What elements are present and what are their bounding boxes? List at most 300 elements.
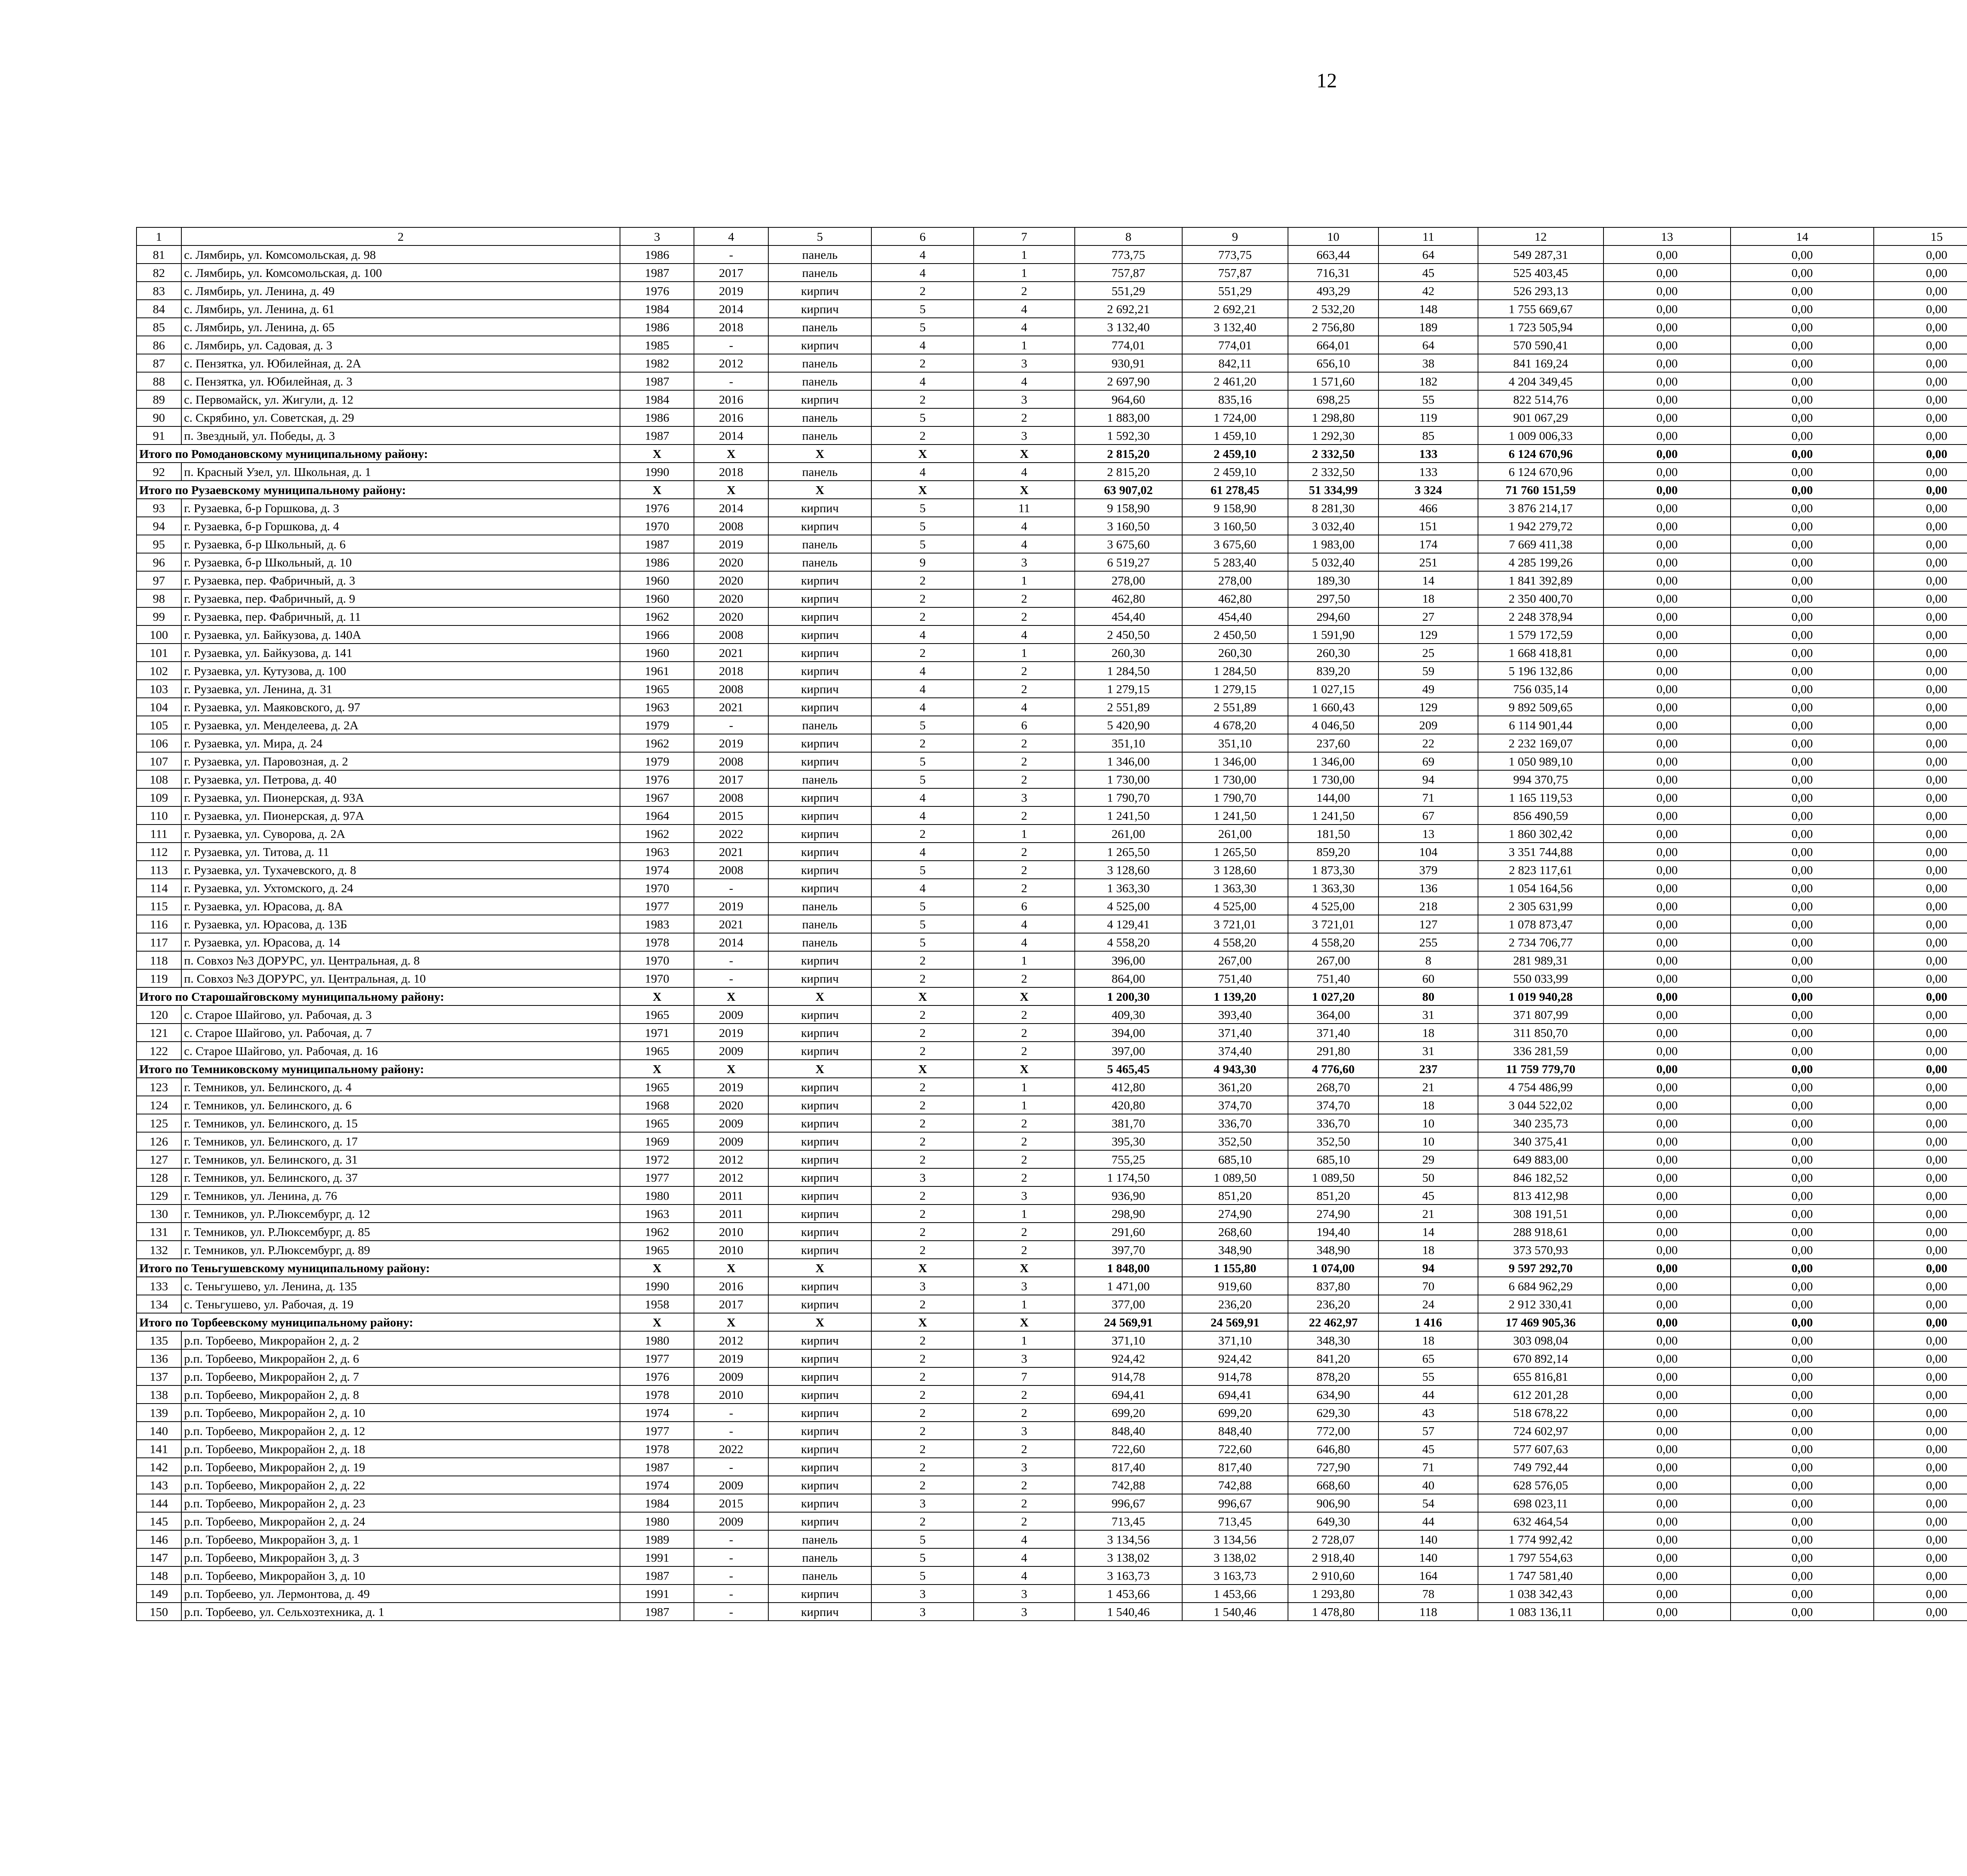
table-cell: X [768,987,872,1005]
table-row [137,734,1967,752]
table-cell: кирпич [768,806,872,825]
table-cell: г. Рузаевка, пер. Фабричный, д. 11 [181,607,620,625]
table-cell: 0,00 [1603,788,1731,806]
table-cell: кирпич [768,1512,872,1530]
table-cell: 0,00 [1874,499,1967,517]
table-cell: 104 [137,698,181,716]
table-cell: 71 [1378,1458,1478,1476]
table-cell: 0,00 [1731,716,1873,734]
table-cell: 4 [871,788,974,806]
table-cell: кирпич [768,1349,872,1367]
table-cell: - [694,1566,768,1585]
table-cell: кирпич [768,734,872,752]
table-cell: 773,75 [1075,245,1182,264]
table-cell: 2017 [694,264,768,282]
table-cell: 364,00 [1288,1005,1379,1024]
table-cell: 722,60 [1075,1440,1182,1458]
table-cell: 189 [1378,318,1478,336]
table-cell: 2011 [694,1205,768,1223]
table-cell: 1 790,70 [1182,788,1288,806]
table-row [137,1512,1967,1530]
table-cell: 69 [1378,752,1478,770]
table-row [137,1042,1967,1060]
table-cell: 1990 [620,1277,694,1295]
table-cell: 278,00 [1075,571,1182,589]
table-cell: 0,00 [1731,1476,1873,1494]
table-cell: X [694,987,768,1005]
table-cell: кирпич [768,336,872,354]
table-cell: 0,00 [1731,1024,1873,1042]
table-cell: 1989 [620,1530,694,1548]
table-cell: 924,42 [1182,1349,1288,1367]
table-cell: 0,00 [1731,372,1873,390]
table-cell: г. Рузаевка, ул. Менделеева, д. 2А [181,716,620,734]
table-cell: 260,30 [1182,644,1288,662]
table-cell: 1977 [620,897,694,915]
table-cell: 336,70 [1288,1114,1379,1132]
table-cell: X [694,481,768,499]
table-cell: 0,00 [1603,463,1731,481]
table-cell: г. Темников, ул. Р.Люксембург, д. 89 [181,1241,620,1259]
table-cell: 577 607,63 [1478,1440,1603,1458]
table-cell: 0,00 [1874,1422,1967,1440]
table-cell: 0,00 [1874,1404,1967,1422]
table-cell: 0,00 [1874,372,1967,390]
table-cell: 0,00 [1874,1313,1967,1331]
table-cell: 92 [137,463,181,481]
table-cell: 2008 [694,625,768,644]
table-cell: 3 [974,1186,1075,1205]
table-cell: 143 [137,1476,181,1494]
table-cell: 612 201,28 [1478,1385,1603,1404]
table-cell: 1 848,00 [1075,1259,1182,1277]
table-cell: 550 033,99 [1478,969,1603,987]
table-cell: 755,25 [1075,1150,1182,1168]
table-cell: 145 [137,1512,181,1530]
table-cell: Итого по Торбеевскому муниципальному району: [137,1313,620,1331]
table-cell: 2 [871,1295,974,1313]
table-cell: 140 [137,1422,181,1440]
table-cell: г. Темников, ул. Р.Люксембург, д. 85 [181,1223,620,1241]
table-cell: 848,40 [1182,1422,1288,1440]
table-cell: 655 816,81 [1478,1367,1603,1385]
table-cell: 0,00 [1874,1168,1967,1186]
housing-register-table [136,227,1967,1621]
table-cell: 0,00 [1874,1603,1967,1621]
table-cell: 996,67 [1075,1494,1182,1512]
table-cell: 0,00 [1874,897,1967,915]
table-cell: 2014 [694,426,768,445]
table-cell: 4 [974,625,1075,644]
table-cell: 6 [974,716,1075,734]
table-cell: 1 [974,1295,1075,1313]
table-row [137,788,1967,806]
table-cell: 9 158,90 [1075,499,1182,517]
table-cell: кирпич [768,1331,872,1349]
table-cell: 1 298,80 [1288,408,1379,426]
table-row [137,951,1967,969]
table-cell: 5 465,45 [1075,1060,1182,1078]
table-cell: 371,10 [1075,1331,1182,1349]
table-row [137,589,1967,607]
table-cell: 4 [974,300,1075,318]
table-cell: 1 [974,264,1075,282]
table-cell: 260,30 [1075,644,1182,662]
table-cell: кирпич [768,625,872,644]
table-cell: 0,00 [1603,1530,1731,1548]
table-cell: 0,00 [1603,1223,1731,1241]
table-cell: 114 [137,879,181,897]
table-cell: 89 [137,390,181,408]
table-cell: X [768,445,872,463]
table-cell: 377,00 [1075,1295,1182,1313]
table-cell: г. Рузаевка, пер. Фабричный, д. 9 [181,589,620,607]
table-cell: 1977 [620,1349,694,1367]
table-cell: 131 [137,1223,181,1241]
table-cell: п. Совхоз №3 ДОРУРС, ул. Центральная, д. 10 [181,969,620,987]
table-cell: 8 [1378,951,1478,969]
table-row [137,680,1967,698]
table-cell: кирпич [768,300,872,318]
table-cell: 147 [137,1548,181,1566]
table-row [137,752,1967,770]
table-cell: 63 907,02 [1075,481,1182,499]
table-cell: 294,60 [1288,607,1379,625]
table-cell: 1982 [620,354,694,372]
table-cell: 3 721,01 [1288,915,1379,933]
table-cell: 1978 [620,1385,694,1404]
table-cell: 0,00 [1731,1060,1873,1078]
table-cell: 1979 [620,716,694,734]
table-cell: г. Рузаевка, ул. Суворова, д. 2А [181,825,620,843]
table-cell: 1961 [620,662,694,680]
table-cell: 0,00 [1874,336,1967,354]
table-cell: 1 089,50 [1288,1168,1379,1186]
table-cell: 1983 [620,915,694,933]
table-cell: 0,00 [1731,806,1873,825]
table-cell: 111 [137,825,181,843]
district-total-row [137,445,1967,463]
table-cell: 100 [137,625,181,644]
table-cell: 2 [871,825,974,843]
table-cell: 104 [1378,843,1478,861]
table-cell: 1 797 554,63 [1478,1548,1603,1566]
table-cell: 774,01 [1182,336,1288,354]
table-cell: 71 760 151,59 [1478,481,1603,499]
table-cell: 0,00 [1874,1440,1967,1458]
table-cell: 1 089,50 [1182,1168,1288,1186]
table-cell: 0,00 [1603,734,1731,752]
table-cell: 1 [974,245,1075,264]
table-cell: 129 [1378,698,1478,716]
table-cell: 144 [137,1494,181,1512]
table-cell: 1 346,00 [1182,752,1288,770]
table-cell: 1980 [620,1512,694,1530]
table-cell: 281 989,31 [1478,951,1603,969]
table-cell: 0,00 [1874,1585,1967,1603]
table-cell: 13 [1378,825,1478,843]
table-row [137,1385,1967,1404]
table-cell: 2 [974,680,1075,698]
table-cell: 3 [974,354,1075,372]
table-cell: 2 [974,589,1075,607]
table-cell: 2 [871,1205,974,1223]
table-cell: 0,00 [1874,1476,1967,1494]
table-row [137,535,1967,553]
table-cell: 3 132,40 [1182,318,1288,336]
table-cell: 4 [871,662,974,680]
table-cell: 106 [137,734,181,752]
table-cell: 0,00 [1874,933,1967,951]
table-cell: 9 892 509,65 [1478,698,1603,716]
table-cell: 1 292,30 [1288,426,1379,445]
district-total-row [137,1313,1967,1331]
table-row [137,1150,1967,1168]
table-cell: 2 728,07 [1288,1530,1379,1548]
table-cell: 0,00 [1603,1241,1731,1259]
table-cell: 0,00 [1603,1512,1731,1530]
table-cell: 8 [1075,227,1182,245]
page-number: 12 [1316,70,1337,92]
table-cell: 5 [871,1548,974,1566]
table-cell: X [768,1060,872,1078]
table-cell: 4 678,20 [1182,716,1288,734]
table-cell: 0,00 [1874,1150,1967,1168]
table-cell: 2 734 706,77 [1478,933,1603,951]
table-cell: 237,60 [1288,734,1379,752]
table-cell: 3 675,60 [1182,535,1288,553]
table-cell: - [694,372,768,390]
table-cell: 0,00 [1874,300,1967,318]
table-cell: 2 [871,1132,974,1150]
table-cell: 1962 [620,734,694,752]
table-cell: 3 [974,1458,1075,1476]
table-cell: 0,00 [1731,1205,1873,1223]
table-cell: 5 [871,300,974,318]
table-cell: - [694,969,768,987]
table-cell: 267,00 [1288,951,1379,969]
table-cell: 181,50 [1288,825,1379,843]
table-cell: 82 [137,264,181,282]
table-cell: 4 [871,843,974,861]
table-cell: 0,00 [1731,1585,1873,1603]
table-cell: 1963 [620,698,694,716]
table-cell: 742,88 [1075,1476,1182,1494]
table-cell: 2 [871,1042,974,1060]
table-cell: 13 [1603,227,1731,245]
table-cell: 141 [137,1440,181,1458]
table-cell: г. Рузаевка, ул. Петрова, д. 40 [181,770,620,788]
table-cell: 837,80 [1288,1277,1379,1295]
table-cell: 144,00 [1288,788,1379,806]
table-cell: 0,00 [1874,1349,1967,1367]
table-cell: 140 [1378,1548,1478,1566]
table-cell: 0,00 [1603,1385,1731,1404]
table-cell: 1984 [620,390,694,408]
table-cell: р.п. Торбеево, ул. Сельхозтехника, д. 1 [181,1603,620,1621]
table-cell: 2012 [694,1168,768,1186]
table-cell: 2 [871,1476,974,1494]
table-cell: 649,30 [1288,1512,1379,1530]
table-cell: 311 850,70 [1478,1024,1603,1042]
table-cell: 127 [1378,915,1478,933]
table-cell: 0,00 [1874,481,1967,499]
table-cell: 525 403,45 [1478,264,1603,282]
table-cell: 2 [871,1512,974,1530]
table-cell: 148 [137,1566,181,1585]
table-cell: 0,00 [1731,734,1873,752]
table-cell: 964,60 [1075,390,1182,408]
table-cell: 462,80 [1182,589,1288,607]
table-cell: 1986 [620,408,694,426]
table-cell: 0,00 [1603,716,1731,734]
table-row [137,245,1967,264]
table-cell: 0,00 [1603,300,1731,318]
table-cell: 2 [871,1385,974,1404]
table-cell: г. Рузаевка, ул. Кутузова, д. 100 [181,662,620,680]
table-cell: г. Рузаевка, ул. Юрасова, д. 14 [181,933,620,951]
table-cell: 93 [137,499,181,517]
table-cell: 1987 [620,1566,694,1585]
table-cell: кирпич [768,698,872,716]
table-cell: 4 [974,1530,1075,1548]
table-cell: 0,00 [1731,1168,1873,1186]
table-cell: 0,00 [1603,662,1731,680]
table-cell: 0,00 [1731,553,1873,571]
table-cell: 0,00 [1603,589,1731,607]
table-cell: 936,90 [1075,1186,1182,1205]
table-cell: 1 241,50 [1182,806,1288,825]
table-cell: 0,00 [1731,1494,1873,1512]
table-cell: 1 054 164,56 [1478,879,1603,897]
table-cell: 0,00 [1731,300,1873,318]
table-cell: 174 [1378,535,1478,553]
table-cell: 751,40 [1288,969,1379,987]
table-cell: 2 [974,752,1075,770]
table-cell: 51 334,99 [1288,481,1379,499]
table-row [137,1024,1967,1042]
table-cell: 0,00 [1874,1385,1967,1404]
table-cell: 2 [871,1005,974,1024]
table-row [137,607,1967,625]
table-cell: 261,00 [1182,825,1288,843]
table-cell: 0,00 [1731,969,1873,987]
table-cell: 1967 [620,788,694,806]
table-cell: 4 [974,1548,1075,1566]
table-cell: 751,40 [1182,969,1288,987]
table-cell: 21 [1378,1205,1478,1223]
table-cell: 670 892,14 [1478,1349,1603,1367]
table-cell: кирпич [768,1186,872,1205]
table-cell: кирпич [768,571,872,589]
table-row [137,933,1967,951]
table-cell: 409,30 [1075,1005,1182,1024]
table-cell: 1 942 279,72 [1478,517,1603,535]
table-cell: 813 412,98 [1478,1186,1603,1205]
table-cell: 6 124 670,96 [1478,463,1603,481]
table-cell: 0,00 [1731,571,1873,589]
table-cell: 698,25 [1288,390,1379,408]
table-cell: 60 [1378,969,1478,987]
table-cell: 0,00 [1731,752,1873,770]
table-cell: 1 174,50 [1075,1168,1182,1186]
table-row [137,1132,1967,1150]
table-cell: 45 [1378,1440,1478,1458]
table-cell: 1965 [620,680,694,698]
table-cell: 2 912 330,41 [1478,1295,1603,1313]
table-cell: 2 [871,734,974,752]
table-cell: с. Пензятка, ул. Юбилейная, д. 3 [181,372,620,390]
table-cell: 1986 [620,245,694,264]
table-cell: г. Рузаевка, б-р Горшкова, д. 4 [181,517,620,535]
table-cell: 454,40 [1182,607,1288,625]
table-cell: 2008 [694,788,768,806]
table-cell: 45 [1378,264,1478,282]
table-cell: 0,00 [1603,770,1731,788]
table-cell: 0,00 [1603,499,1731,517]
table-cell: Итого по Рузаевскому муниципальному району: [137,481,620,499]
table-cell: панель [768,915,872,933]
table-cell: 0,00 [1603,1024,1731,1042]
table-cell: 1 265,50 [1075,843,1182,861]
table-cell: 0,00 [1731,1150,1873,1168]
table-cell: 0,00 [1731,1566,1873,1585]
table-cell: р.п. Торбеево, Микрорайон 2, д. 23 [181,1494,620,1512]
table-cell: 0,00 [1731,1096,1873,1114]
table-cell: X [871,1313,974,1331]
table-cell: панель [768,463,872,481]
table-cell: X [620,445,694,463]
table-cell: 44 [1378,1385,1478,1404]
table-cell: кирпич [768,282,872,300]
table-cell: 1962 [620,825,694,843]
table-cell: 0,00 [1731,1313,1873,1331]
table-cell: 133 [1378,463,1478,481]
table-cell: 2 [974,879,1075,897]
table-cell: 0,00 [1603,535,1731,553]
table-cell: с. Лямбирь, ул. Комсомольская, д. 98 [181,245,620,264]
table-cell: р.п. Торбеево, Микрорайон 3, д. 3 [181,1548,620,1566]
table-cell: 105 [137,716,181,734]
table-cell: 420,80 [1075,1096,1182,1114]
table-cell: 0,00 [1603,1150,1731,1168]
table-cell: панель [768,318,872,336]
table-cell: 3 876 214,17 [1478,499,1603,517]
table-cell: 2 [871,644,974,662]
table-cell: 1 284,50 [1075,662,1182,680]
table-cell: 1 592,30 [1075,426,1182,445]
table-cell: X [768,481,872,499]
table-cell: 288 918,61 [1478,1223,1603,1241]
table-cell: - [694,1530,768,1548]
table-cell: 7 [974,227,1075,245]
table-cell: 0,00 [1731,933,1873,951]
table-cell: 1 723 505,94 [1478,318,1603,336]
table-cell: 0,00 [1731,1186,1873,1205]
table-cell: 1 478,80 [1288,1603,1379,1621]
table-cell: 0,00 [1874,716,1967,734]
table-cell: 5 [871,1530,974,1548]
table-cell: 1985 [620,336,694,354]
table-cell: 2017 [694,1295,768,1313]
table-cell: 699,20 [1182,1404,1288,1422]
table-cell: 5 [871,408,974,426]
table-cell: 10 [1288,227,1379,245]
table-cell: 1 009 006,33 [1478,426,1603,445]
table-cell: 5 [871,752,974,770]
table-cell: 2 551,89 [1182,698,1288,716]
table-cell: 27 [1378,607,1478,625]
